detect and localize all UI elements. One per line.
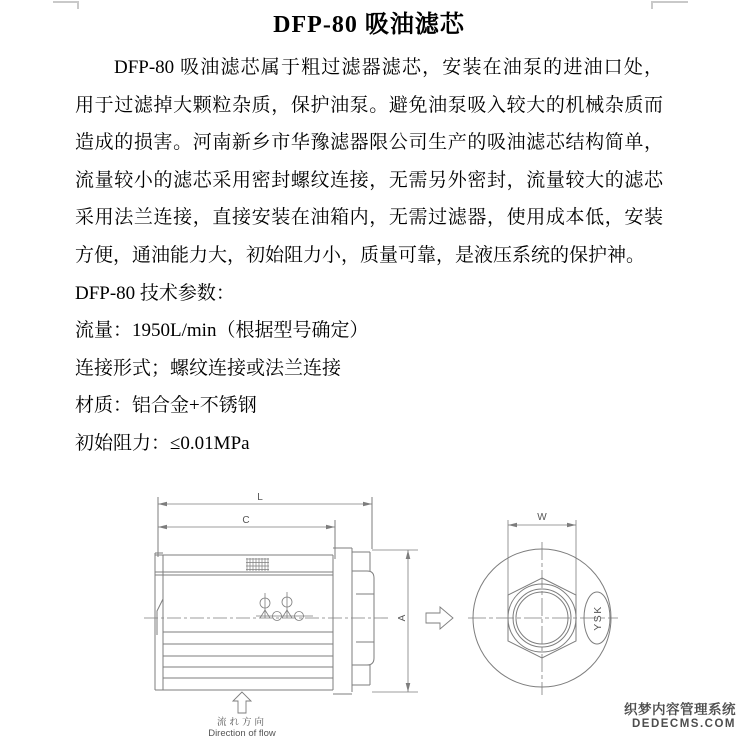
dim-label-L: L — [257, 492, 263, 503]
paragraph-line: DFP-80 吸油滤芯属于粗过滤器滤芯，安装在油泵的进油口处， — [114, 57, 663, 78]
paragraph-line: 采用法兰连接，直接安装在油箱内，无需过滤器，使用成本低，安装 — [75, 207, 663, 229]
watermark — [624, 703, 736, 731]
end-view — [468, 512, 618, 695]
flow-direction — [208, 692, 276, 739]
body-text — [75, 49, 663, 463]
hatch-mark — [246, 558, 269, 571]
dimension-A — [372, 550, 418, 692]
flange-nut — [333, 548, 374, 694]
logo-text: YSK — [592, 605, 604, 631]
watermark-site: DEDECMS.COM — [631, 718, 736, 730]
spec-line-heading: DFP-80 技术参数： — [75, 282, 235, 304]
dim-label-W: W — [537, 512, 547, 523]
spec-line-resistance: 初始阻力：≤0.01MPa — [75, 432, 250, 454]
dim-label-A: A — [397, 614, 408, 622]
paragraph-line: 流量较小的滤芯采用密封螺纹连接，无需另外密封，流量较大的滤芯 — [75, 169, 663, 191]
flow-up-arrow-icon — [233, 692, 251, 713]
flow-direction-label-local: 流れ方向 — [216, 717, 268, 728]
dimension-L — [158, 502, 372, 507]
paragraph-line: 方便，通油能力大，初始阻力小，质量可靠，是液压系统的保护神。 — [75, 244, 646, 266]
paragraph-line: 用于过滤掉大颗粒杂质，保护油泵。避免油泵吸入较大的机械杂质而 — [75, 94, 663, 116]
page-title: DFP-80 吸油滤芯 — [273, 12, 465, 38]
dim-label-C: C — [242, 515, 250, 526]
paragraph-line: 造成的损害。河南新乡市华豫滤器限公司生产的吸油滤芯结构简单， — [75, 132, 663, 154]
outflow-arrow-icon — [426, 607, 453, 629]
watermark-cn: 织梦内容管理系统 — [624, 702, 736, 717]
spec-line-flow: 流量：1950L/min（根据型号确定） — [75, 320, 369, 342]
flow-direction-label-en: Direction of flow — [208, 728, 276, 739]
side-view — [144, 492, 418, 694]
spec-line-material: 材质：铝合金+不锈钢 — [75, 395, 257, 417]
position-symbols — [256, 592, 313, 621]
filter-body — [155, 553, 333, 690]
spec-line-connection: 连接形式；螺纹连接或法兰连接 — [75, 357, 342, 379]
